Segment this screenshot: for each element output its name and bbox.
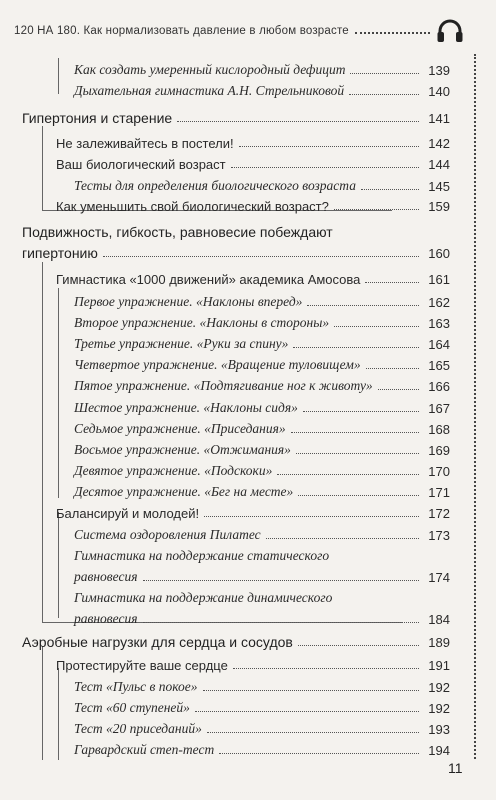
toc-entry[interactable] (74, 294, 450, 310)
dot-leader (103, 256, 419, 257)
toc-entry[interactable] (74, 83, 450, 99)
toc-entry[interactable] (56, 658, 450, 673)
dot-leader (307, 305, 419, 306)
dot-leader (298, 645, 419, 646)
toc-entry-title: Гимнастика «1000 движений» академика Амосова (56, 272, 361, 287)
toc-entry-page: 163 (428, 316, 450, 331)
tree-line (58, 288, 59, 498)
toc-entry-page: 169 (428, 443, 450, 458)
toc-entry[interactable] (74, 421, 450, 437)
dot-leader (239, 146, 419, 147)
toc-section-title-line1[interactable]: Подвижность, гибкость, равновесие побеждают (22, 224, 333, 240)
toc-entry-title-line1[interactable]: Гимнастика на поддержание динамического (74, 590, 333, 605)
toc-entry-page: 184 (428, 612, 450, 627)
tree-line (58, 58, 59, 94)
toc-entry-page: 164 (428, 337, 450, 352)
toc-entry-page: 172 (428, 506, 450, 521)
tree-line (58, 668, 59, 760)
dot-leader (204, 516, 419, 517)
toc-entry-page: 159 (428, 199, 450, 214)
toc-entry-page: 173 (428, 528, 450, 543)
dot-leader (334, 209, 419, 210)
dot-leader (349, 94, 419, 95)
toc-entry[interactable] (74, 484, 450, 500)
toc-section[interactable] (22, 245, 450, 261)
toc-entry[interactable] (74, 357, 450, 373)
dot-leader (298, 495, 419, 496)
toc-entry[interactable] (56, 136, 450, 151)
toc-entry-title: Девятое упражнение. «Подскоки» (74, 463, 273, 478)
tree-line (42, 646, 43, 760)
toc-entry-title-line1[interactable]: Гимнастика на поддержание статического (74, 548, 330, 563)
toc-entry-title: Как уменьшить свой биологический возраст? (56, 199, 329, 214)
dot-leader (378, 389, 419, 390)
toc-entry[interactable] (74, 721, 450, 737)
toc-entry-title: Десятое упражнение. «Бег на месте» (74, 484, 294, 499)
tree-line (42, 262, 43, 622)
toc-entry-page: 170 (428, 464, 450, 479)
toc-entry-page: 168 (428, 422, 450, 437)
toc-entry-title: Третье упражнение. «Руки за спину» (74, 336, 289, 351)
dot-leader (233, 668, 419, 669)
toc-entry[interactable] (74, 378, 450, 394)
toc-entry-page: 194 (428, 743, 450, 758)
dot-leader (143, 580, 420, 581)
toc-entry[interactable] (56, 199, 450, 214)
toc-entry-title: Первое упражнение. «Наклоны вперед» (74, 294, 303, 309)
toc-entry[interactable] (74, 679, 450, 695)
toc-entry-title-line2: равновесия (74, 569, 138, 584)
toc-entry-title: Не залеживайтесь в постели! (56, 136, 234, 151)
toc-entry-page: 162 (428, 295, 450, 310)
toc-section-title: Аэробные нагрузки для сердца и сосудов (22, 634, 293, 650)
toc-entry[interactable] (56, 157, 450, 172)
toc-entry-title: Протестируйте ваше сердце (56, 658, 228, 673)
dot-leader (291, 432, 419, 433)
dot-leader (361, 189, 419, 190)
toc-entry[interactable] (74, 400, 450, 416)
toc-entry[interactable] (74, 611, 450, 627)
toc-section[interactable] (22, 634, 450, 650)
toc-entry-title: Тест «20 приседаний» (74, 721, 202, 736)
toc-entry[interactable] (74, 442, 450, 458)
toc-entry[interactable] (74, 527, 450, 543)
toc-entry[interactable] (74, 463, 450, 479)
dot-leader (365, 282, 419, 283)
page-number: 11 (448, 760, 463, 776)
toc-entry-title: Восьмое упражнение. «Отжимания» (74, 442, 291, 457)
dot-leader (207, 732, 419, 733)
dot-leader (177, 121, 419, 122)
toc-entry-page: 167 (428, 401, 450, 416)
toc-entry-title: Шестое упражнение. «Наклоны сидя» (74, 400, 298, 415)
toc-entry-title: Седьмое упражнение. «Приседания» (74, 421, 286, 436)
dot-leader (266, 538, 419, 539)
toc-entry[interactable] (74, 178, 450, 194)
toc-entry-page: 191 (428, 658, 450, 673)
toc-section[interactable] (22, 110, 450, 126)
toc-entry[interactable] (74, 336, 450, 352)
toc-entry[interactable] (74, 315, 450, 331)
toc-entry[interactable] (74, 569, 450, 585)
book-title: 120 НА 180. Как нормализовать давление в любом возрасте (14, 25, 349, 37)
toc-entry-page: 193 (428, 722, 450, 737)
dot-leader (277, 474, 419, 475)
tree-line (42, 126, 43, 210)
toc-entry-page: 166 (428, 379, 450, 394)
toc-entry-title: Тесты для определения биологического возраста (74, 178, 356, 193)
toc-entry-page: 160 (428, 246, 450, 261)
dot-leader (366, 368, 419, 369)
toc-entry-page: 142 (428, 136, 450, 151)
toc-entry-title: Второе упражнение. «Наклоны в стороны» (74, 315, 330, 330)
toc-entry-title: Балансируй и молодей! (56, 506, 200, 521)
toc-entry[interactable] (56, 272, 450, 287)
dot-leader (203, 690, 419, 691)
toc-entry-page: 140 (428, 84, 450, 99)
tree-line (58, 512, 59, 618)
toc-entry-title: Как создать умеренный кислородный дефицит (74, 62, 346, 77)
toc-entry[interactable] (74, 742, 450, 758)
toc-entry-page: 144 (428, 157, 450, 172)
dot-leader (143, 622, 420, 623)
toc-entry-page: 192 (428, 680, 450, 695)
toc-entry-title: Пятое упражнение. «Подтягивание ног к животу» (74, 378, 373, 393)
toc-entry-page: 141 (428, 111, 450, 126)
toc-entry-page: 139 (428, 63, 450, 78)
toc-entry-title: Ваш биологический возраст (56, 157, 226, 172)
dot-leader (231, 167, 419, 168)
toc-entry-title: Дыхательная гимнастика А.Н. Стрельниковой (74, 83, 345, 98)
dot-leader (293, 347, 419, 348)
dot-leader (303, 411, 419, 412)
toc-section-title-line2: гипертонию (22, 245, 98, 261)
toc-entry-page: 174 (428, 570, 450, 585)
toc-entry[interactable] (74, 700, 450, 716)
toc-entry-title: Гарвардский степ-тест (74, 742, 215, 757)
toc-entry-page: 192 (428, 701, 450, 716)
toc-entry-title: Система оздоровления Пилатес (74, 527, 261, 542)
toc-entry[interactable] (74, 62, 450, 78)
dot-leader (350, 73, 419, 74)
toc-entry-title: Тест «Пульс в покое» (74, 679, 198, 694)
dot-leader (296, 453, 419, 454)
toc-entry[interactable] (56, 506, 450, 521)
toc-entry-title-line2: равновесия (74, 611, 138, 626)
toc-entry-title: Тест «60 ступеней» (74, 700, 190, 715)
toc-entry-page: 171 (428, 485, 450, 500)
dot-leader (334, 326, 419, 327)
toc-entry-page: 161 (428, 272, 450, 287)
toc-entry-page: 165 (428, 358, 450, 373)
dot-leader (219, 753, 419, 754)
toc-entry-title: Четвертое упражнение. «Вращение туловищем» (74, 357, 361, 372)
toc-entry-page: 189 (428, 635, 450, 650)
toc-section-title: Гипертония и старение (22, 110, 173, 126)
dot-leader (195, 711, 419, 712)
toc-entry-page: 145 (428, 179, 450, 194)
